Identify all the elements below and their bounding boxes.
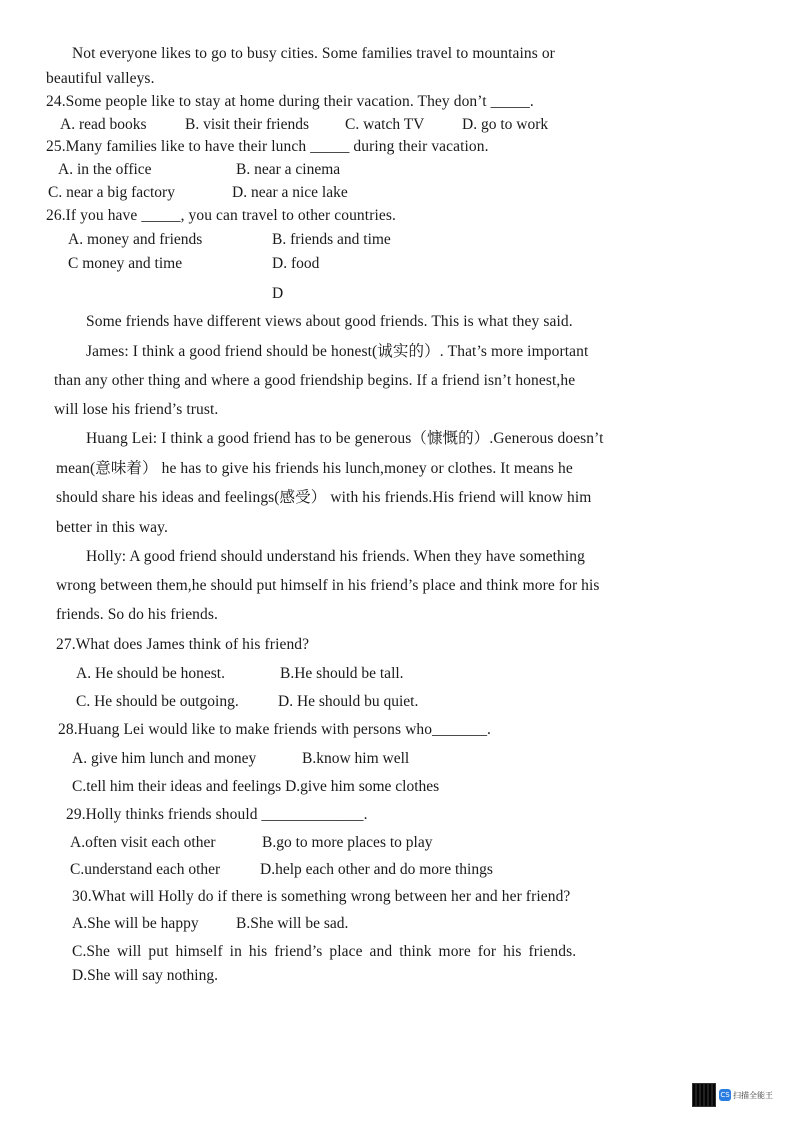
question-28-stem: 28.Huang Lei would like to make friends with persons who_______. xyxy=(58,721,492,738)
q26-option-d: D. food xyxy=(272,255,320,272)
q30-option-c: C.She will put himself in his friend’s place and think more for his friends. xyxy=(72,943,577,960)
passage-d-huang-line: better in this way. xyxy=(56,519,168,536)
q28-option-cd: C.tell him their ideas and feelings D.give him some clothes xyxy=(72,778,440,795)
q26-option-c: C money and time xyxy=(68,255,183,272)
watermark-label: 扫描全能王 xyxy=(733,1090,773,1100)
q30-option-a: A.She will be happy xyxy=(72,915,199,932)
q27-option-d: D. He should bu quiet. xyxy=(278,693,419,710)
q25-option-b: B. near a cinema xyxy=(236,161,341,178)
q29-option-b: B.go to more places to play xyxy=(262,834,433,851)
question-27-stem: 27.What does James think of his friend? xyxy=(56,636,310,653)
passage-d-james-line: than any other thing and where a good friendship begins. If a friend isn’t honest,he xyxy=(54,372,576,389)
question-26-stem: 26.If you have _____, you can travel to other countries. xyxy=(46,207,396,224)
question-24-stem: 24.Some people like to stay at home during their vacation. They don’t _____. xyxy=(46,93,534,110)
camscanner-logo-icon: CS xyxy=(720,1091,730,1099)
passage-d-huang-line: Huang Lei: I think a good friend has to be generous（慷慨的）.Generous doesn’t xyxy=(86,430,604,447)
q26-option-a: A. money and friends xyxy=(68,231,203,248)
q29-option-d: D.help each other and do more things xyxy=(260,861,493,878)
qr-code-icon xyxy=(692,1083,716,1107)
q26-option-b: B. friends and time xyxy=(272,231,391,248)
q25-option-a: A. in the office xyxy=(58,161,152,178)
q29-option-a: A.often visit each other xyxy=(70,834,216,851)
passage-d-james-line: James: I think a good friend should be honest(诚实的）. That’s more important xyxy=(86,343,589,360)
q30-option-d: D.She will say nothing. xyxy=(72,967,218,984)
q25-option-d: D. near a nice lake xyxy=(232,184,348,201)
q27-option-c: C. He should be outgoing. xyxy=(76,693,239,710)
q29-option-c: C.understand each other xyxy=(70,861,221,878)
q24-option-d: D. go to work xyxy=(462,116,549,133)
q25-option-c: C. near a big factory xyxy=(48,184,175,201)
passage-d-james-line: will lose his friend’s trust. xyxy=(54,401,219,418)
q27-option-a: A. He should be honest. xyxy=(76,665,225,682)
question-30-stem: 30.What will Holly do if there is something wrong between her and her friend? xyxy=(72,888,571,905)
question-25-stem: 25.Many families like to have their lunch _____ during their vacation. xyxy=(46,138,489,155)
q24-option-c: C. watch TV xyxy=(345,116,425,133)
q30-option-b: B.She will be sad. xyxy=(236,915,349,932)
question-29-stem: 29.Holly thinks friends should _____________. xyxy=(66,806,368,823)
passage-line: beautiful valleys. xyxy=(46,70,155,87)
passage-d-holly-line: Holly: A good friend should understand his friends. When they have something xyxy=(86,548,585,565)
passage-d-holly-line: wrong between them,he should put himself in his friend’s place and think more for his xyxy=(56,577,600,594)
q28-option-a: A. give him lunch and money xyxy=(72,750,257,767)
passage-d-huang-line: mean(意味着） he has to give his friends his lunch,money or clothes. It means he xyxy=(56,460,573,477)
q24-option-b: B. visit their friends xyxy=(185,116,309,133)
q24-option-a: A. read books xyxy=(60,116,147,133)
passage-d-holly-line: friends. So do his friends. xyxy=(56,606,218,623)
passage-line: Not everyone likes to go to busy cities. Some families travel to mountains or xyxy=(72,45,555,62)
q28-option-b: B.know him well xyxy=(302,750,410,767)
passage-d-label: D xyxy=(272,285,284,302)
passage-d-huang-line: should share his ideas and feelings(感受） with his friends.His friend will know him xyxy=(56,489,592,506)
scanner-watermark xyxy=(692,1080,788,1110)
passage-d-intro: Some friends have different views about good friends. This is what they said. xyxy=(86,313,573,330)
q27-option-b: B.He should be tall. xyxy=(280,665,404,682)
